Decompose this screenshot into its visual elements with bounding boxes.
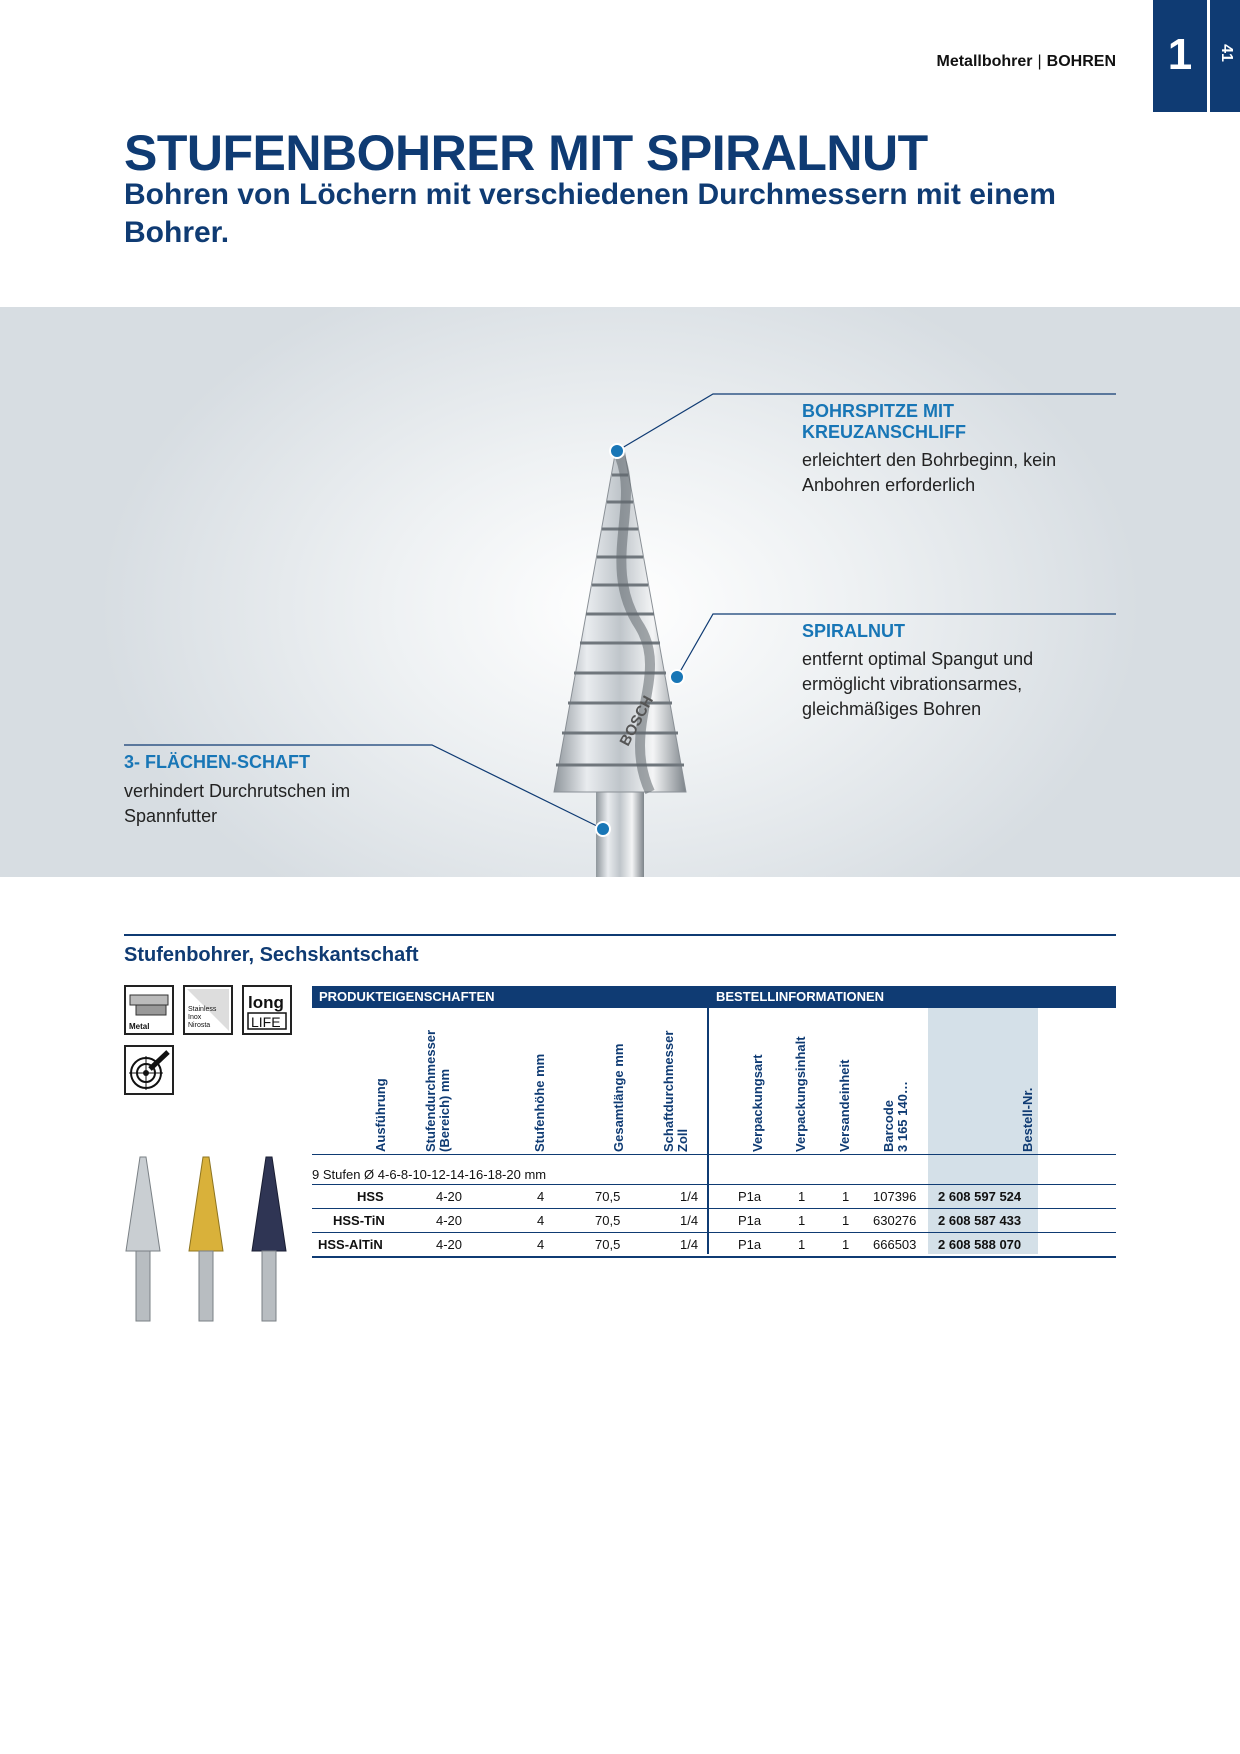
- metal-pictogram: [124, 985, 174, 1035]
- cell-inhalt: 1: [798, 1237, 806, 1252]
- marker-shank: [596, 822, 610, 836]
- table-bottom-rule: [312, 1256, 1116, 1258]
- cell-stufen: 4-20: [436, 1213, 463, 1228]
- column-header-versandeinheit: Versandeinheit: [837, 1059, 852, 1152]
- column-header-bestellnr: Bestell-Nr.: [1020, 1087, 1035, 1152]
- svg-text:Metal: Metal: [129, 1022, 150, 1031]
- marker-tip: [610, 444, 624, 458]
- column-header-barcode: Barcode 3 165 140…: [881, 1081, 910, 1152]
- running-head-chapter: BOHREN: [1046, 53, 1116, 70]
- stainless-pictogram: [183, 985, 233, 1035]
- column-header-stufendurchmesser: Stufendurchmesser (Bereich) mm: [423, 1029, 452, 1152]
- callout-spiral-text: entfernt optimal Spangut und ermöglicht vibrationsarmes, gleichmäßiges Bohren: [802, 649, 1034, 719]
- cell-ausfuehrung: HSS-AlTiN: [318, 1237, 383, 1252]
- long-life-pictogram: [242, 985, 292, 1035]
- cell-schaft: 1/4: [680, 1189, 699, 1204]
- cell-ausfuehrung: HSS: [357, 1189, 384, 1204]
- callout-spiral-title: SPIRALNUT: [802, 621, 905, 641]
- cell-schaft: 1/4: [680, 1237, 699, 1252]
- chapter-number: 1: [1167, 30, 1193, 79]
- column-header-verpackungsinhalt: Verpackungsinhalt: [793, 1036, 808, 1152]
- cell-art: P1a: [738, 1237, 762, 1252]
- svg-text:Inox: Inox: [188, 1014, 202, 1021]
- table-header-rule: [312, 1154, 1116, 1155]
- callout-shank-text: verhindert Durchrutschen im Spannfutter: [124, 781, 351, 826]
- cell-stufen: 4-20: [436, 1189, 463, 1204]
- cell-art: P1a: [738, 1213, 762, 1228]
- svg-text:Stainless: Stainless: [188, 1006, 217, 1013]
- svg-text:long: long: [248, 993, 284, 1012]
- hero-image: [0, 307, 1240, 877]
- long-life-icon: [244, 987, 290, 1033]
- cell-ausfuehrung: HSS-TiN: [333, 1213, 385, 1228]
- metal-bars-icon: [126, 987, 172, 1033]
- cell-bestellnr: 2 608 587 433: [938, 1213, 1022, 1228]
- callout-tip-text: erleichtert den Bohrbeginn, kein Anbohren erforderlich: [802, 450, 1057, 495]
- cell-laenge: 70,5: [595, 1189, 621, 1204]
- table-group-label: 9 Stufen Ø 4-6-8-10-12-14-16-18-20 mm: [312, 1167, 547, 1182]
- cell-einheit: 1: [842, 1213, 850, 1228]
- section-rule: [124, 934, 1116, 936]
- section-title: Stufenbohrer, Sechskantschaft: [124, 944, 419, 966]
- cell-einheit: 1: [842, 1237, 850, 1252]
- drill-hss-altin-image: [252, 1157, 286, 1321]
- cell-barcode: 107396: [873, 1189, 917, 1204]
- running-head-section: Metallbohrer: [936, 53, 1033, 70]
- cell-barcode: 666503: [873, 1237, 917, 1252]
- target-drill-icon: [126, 1047, 172, 1093]
- cell-bestellnr: 2 608 597 524: [938, 1189, 1022, 1204]
- cell-stufen: 4-20: [436, 1237, 463, 1252]
- cell-hoehe: 4: [537, 1237, 545, 1252]
- cell-bestellnr: 2 608 588 070: [938, 1237, 1022, 1252]
- table-row: [312, 1233, 1116, 1256]
- cell-barcode: 630276: [873, 1213, 917, 1228]
- callout-tip-title: BOHRSPITZE MIT KREUZANSCHLIFF: [802, 401, 966, 442]
- cell-inhalt: 1: [798, 1213, 806, 1228]
- stainless-icon: [185, 987, 231, 1033]
- column-header-gesamtlaenge: Gesamtlänge mm: [611, 1043, 626, 1152]
- table-row: [312, 1209, 1116, 1232]
- page-number: 41: [1218, 44, 1235, 62]
- cell-einheit: 1: [842, 1189, 850, 1204]
- cell-hoehe: 4: [537, 1213, 545, 1228]
- column-header-stufenhoehe: Stufenhöhe mm: [532, 1053, 547, 1152]
- svg-text:LIFE: LIFE: [251, 1014, 281, 1030]
- cell-hoehe: 4: [537, 1189, 545, 1204]
- svg-text:Nirosta: Nirosta: [188, 1022, 211, 1029]
- cell-schaft: 1/4: [680, 1213, 699, 1228]
- drill-variants-image: [116, 1155, 306, 1323]
- page-subtitle: Bohren von Löchern mit verschiedenen Durchmessern mit einem Bohrer.: [124, 178, 1056, 249]
- running-head-separator: |: [1037, 53, 1042, 70]
- column-header-schaftdurchmesser: Schaftdurchmesser Zoll: [661, 1030, 690, 1152]
- column-header-verpackungsart: Verpackungsart: [750, 1054, 765, 1152]
- callout-shank-title: 3- FLÄCHEN-SCHAFT: [124, 752, 310, 772]
- table-row: [312, 1185, 1116, 1208]
- table-header-ordering: BESTELLINFORMATIONEN: [709, 986, 1116, 1008]
- running-head: [936, 53, 1116, 71]
- page-title: STUFENBOHRER MIT SPIRALNUT: [124, 125, 928, 181]
- drill-hss-tin-image: [189, 1157, 223, 1321]
- page-tab: [1208, 0, 1240, 112]
- column-header-ausfuehrung: Ausführung: [373, 1078, 388, 1152]
- table-header-properties: PRODUKTEIGENSCHAFTEN: [312, 986, 707, 1008]
- drill-hss-image: [126, 1157, 160, 1321]
- cell-art: P1a: [738, 1189, 762, 1204]
- marker-spiral: [670, 670, 684, 684]
- chapter-tab: [1153, 0, 1207, 112]
- cell-inhalt: 1: [798, 1189, 806, 1204]
- precision-pictogram: [124, 1045, 174, 1095]
- drill-brand-engraving: BOSCH: [616, 693, 657, 749]
- cell-laenge: 70,5: [595, 1237, 621, 1252]
- cell-laenge: 70,5: [595, 1213, 621, 1228]
